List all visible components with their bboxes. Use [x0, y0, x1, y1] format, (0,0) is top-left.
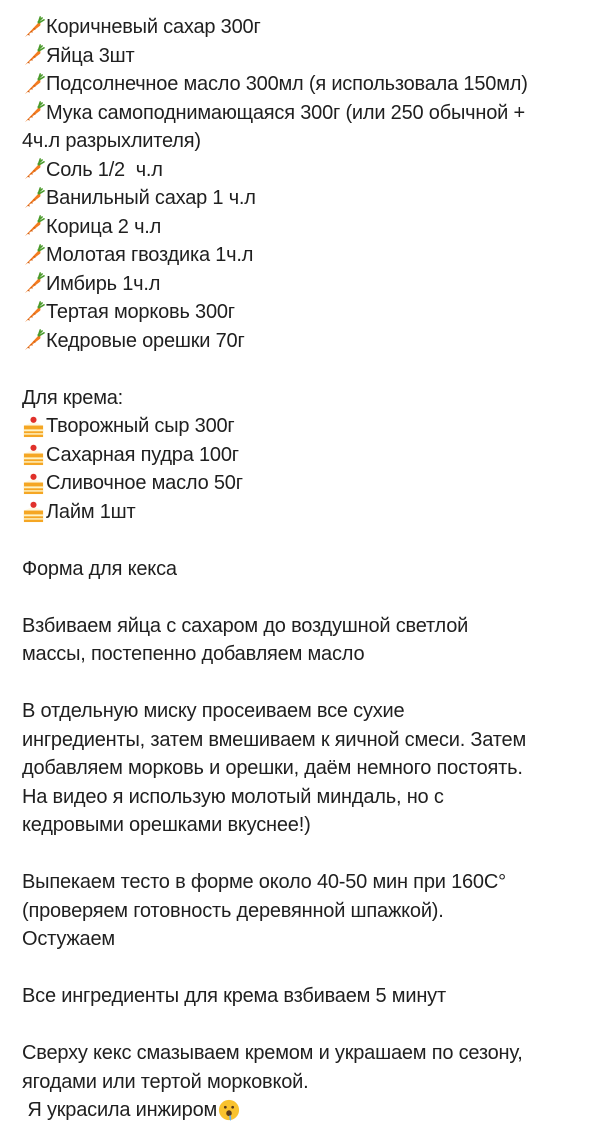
ingredient-item — [22, 70, 600, 99]
step-line — [22, 612, 600, 641]
step-line — [22, 868, 600, 897]
cream-item — [22, 412, 600, 441]
carrot-icon — [22, 158, 45, 181]
step-line — [22, 754, 600, 783]
line-text: Лайм 1шт — [46, 500, 136, 523]
cream-item — [22, 441, 600, 470]
ingredient-item — [22, 298, 600, 327]
line-text: Все ингредиенты для крема взбиваем 5 минут — [22, 985, 446, 1007]
cream-item — [22, 498, 600, 527]
form-note: Форма для кекса — [22, 557, 177, 580]
step-line — [22, 982, 600, 1011]
line-text: Сливочное масло 50г — [46, 472, 243, 494]
line-text: Кедровые орешки 70г — [46, 329, 245, 352]
cream-title: Для крема: — [22, 386, 124, 409]
ingredient-item — [22, 270, 600, 299]
cake-icon — [22, 443, 45, 466]
line-text: Остужаем — [22, 928, 115, 950]
ingredient-item — [22, 156, 600, 185]
line-text: ингредиенты, затем вмешиваем к яичной смеси. Затем — [22, 728, 526, 751]
line-text: Мука самоподнимающаяся 300г (или 250 обычной + — [46, 101, 525, 124]
step-line — [22, 1068, 600, 1097]
line-text: добавляем морковь и орешки, даём немного постоять. — [22, 757, 523, 779]
step-2 — [22, 697, 600, 840]
step-5 — [22, 1039, 600, 1125]
carrot-icon — [22, 215, 45, 238]
line-text: (проверяем готовность деревянной шпажкой). — [22, 899, 444, 922]
carrot-icon — [22, 272, 45, 295]
line-text: Сахарная пудра 100г — [46, 443, 239, 466]
carrot-icon — [22, 301, 45, 324]
line-text: Корица 2 ч.л — [46, 215, 162, 238]
line-text: 4ч.л разрыхлителя) — [22, 130, 201, 152]
line-text: кедровыми орешками вкуснее!) — [22, 814, 311, 836]
step-line — [22, 811, 600, 840]
ingredient-item — [22, 127, 600, 156]
carrot-icon — [22, 73, 45, 96]
line-text: На видео я использую молотый миндаль, но с — [22, 785, 444, 808]
step-1 — [22, 612, 600, 669]
carrot-icon — [22, 101, 45, 124]
step-3 — [22, 868, 600, 954]
step-line — [22, 783, 600, 812]
line-text: Имбирь 1ч.л — [46, 272, 161, 295]
cream-list — [22, 412, 600, 526]
line-text: Молотая гвоздика 1ч.л — [46, 244, 254, 266]
cake-icon — [22, 500, 45, 523]
line-text: В отдельную миску просеиваем все сухие — [22, 700, 405, 722]
ingredient-item — [22, 213, 600, 242]
line-text: Я украсила инжиром — [22, 1099, 218, 1121]
carrot-icon — [22, 329, 45, 352]
carrot-icon — [22, 187, 45, 210]
step-4 — [22, 982, 600, 1011]
step-line — [22, 925, 600, 954]
line-text: Ванильный сахар 1 ч.л — [46, 187, 256, 209]
ingredient-item — [22, 241, 600, 270]
ingredient-list — [22, 13, 600, 355]
carrot-icon — [22, 16, 45, 39]
line-text: Соль 1/2 ч.л — [46, 158, 163, 181]
line-text: Подсолнечное масло 300мл (я использовала 150мл) — [46, 73, 528, 95]
step-line — [22, 897, 600, 926]
cake-icon — [22, 415, 45, 438]
ingredient-item — [22, 99, 600, 128]
step-line — [22, 697, 600, 726]
ingredient-item — [22, 42, 600, 71]
cream-item — [22, 469, 600, 498]
step-line — [22, 726, 600, 755]
step-line — [22, 640, 600, 669]
step-line — [22, 1096, 600, 1125]
line-text: Творожный сыр 300г — [46, 415, 235, 437]
line-text: Коричневый сахар 300г — [46, 16, 261, 38]
line-text: Взбиваем яйца с сахаром до воздушной светлой — [22, 614, 469, 637]
step-line — [22, 1039, 600, 1068]
carrot-icon — [22, 44, 45, 67]
line-text: Тертая морковь 300г — [46, 301, 235, 323]
ingredient-item — [22, 327, 600, 356]
line-text: ягодами или тертой морковкой. — [22, 1070, 309, 1093]
ingredient-item — [22, 13, 600, 42]
line-text: Выпекаем тесто в форме около 40-50 мин при 160С° — [22, 871, 506, 893]
drooling-face-icon — [218, 1099, 240, 1121]
ingredient-item — [22, 184, 600, 213]
line-text: Сверху кекс смазываем кремом и украшаем по сезону, — [22, 1042, 523, 1064]
carrot-icon — [22, 244, 45, 267]
cake-icon — [22, 472, 45, 495]
line-text: Яйца 3шт — [46, 44, 135, 67]
line-text: массы, постепенно добавляем масло — [22, 643, 365, 665]
